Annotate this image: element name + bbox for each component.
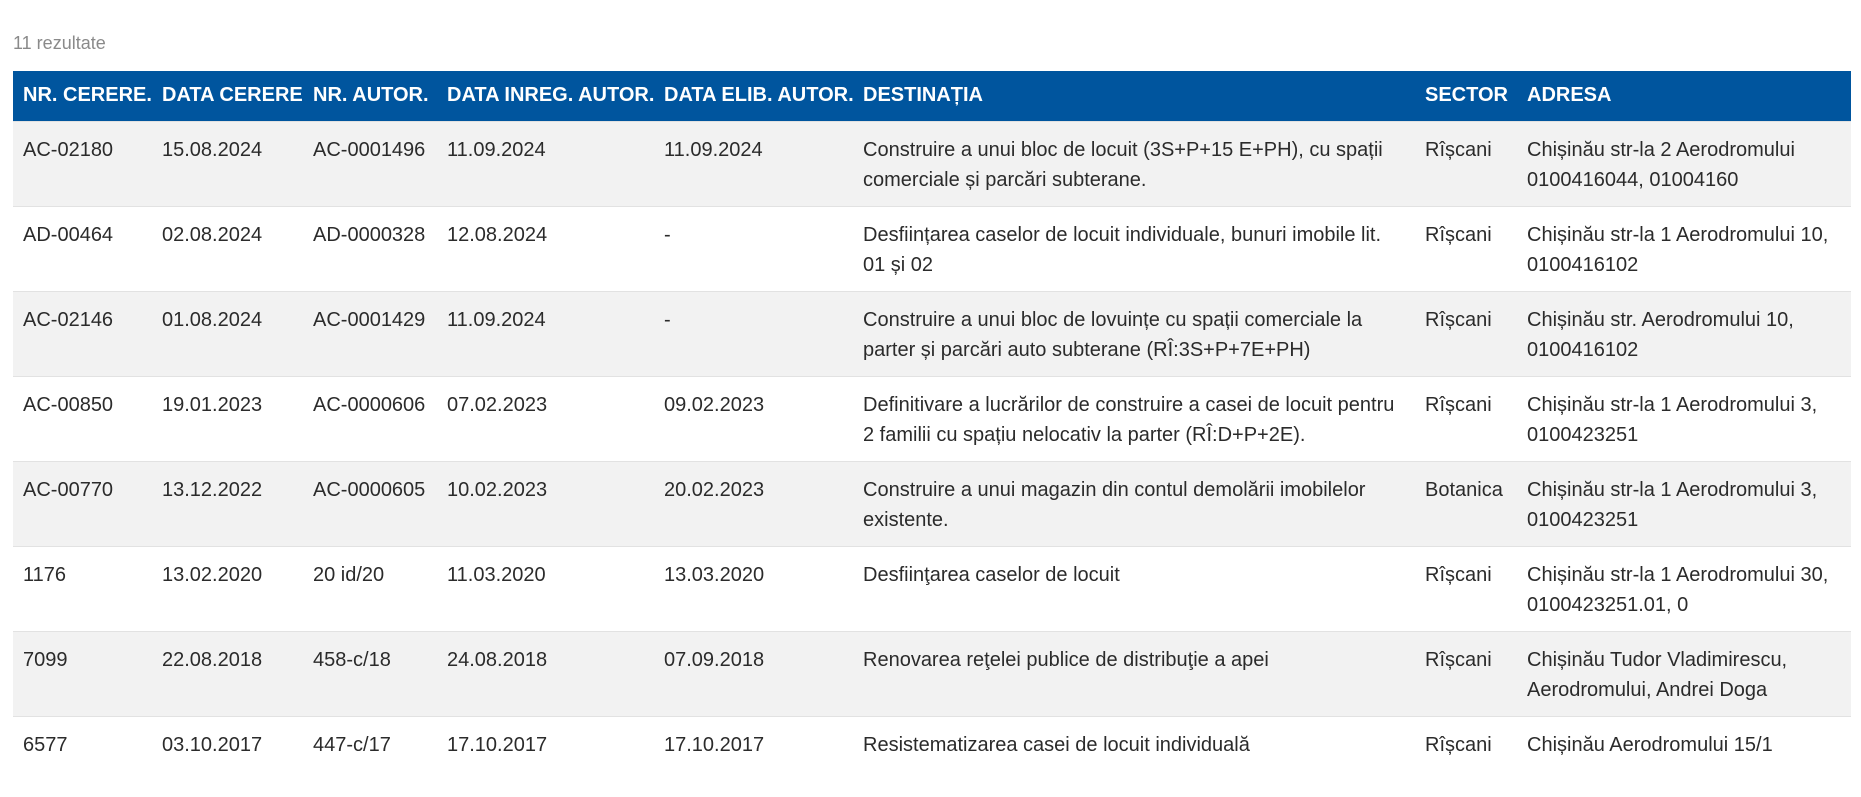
cell-sector: Rîșcani: [1415, 291, 1517, 376]
cell-nr-autor: AC-0000605: [303, 461, 437, 546]
cell-nr-autor: 20 id/20: [303, 546, 437, 631]
cell-adresa: Chișinău str. Aerodromului 10, 0100416102: [1517, 291, 1851, 376]
header-data-elib-autor[interactable]: DATA ELIB. AUTOR.: [664, 84, 854, 107]
cell-data-inreg-autor: 07.02.2023: [437, 376, 654, 461]
cell-data-inreg-autor: 11.09.2024: [437, 291, 654, 376]
cell-sector: Rîșcani: [1415, 121, 1517, 206]
results-count: 11 rezultate: [13, 33, 106, 53]
cell-destinatia: Definitivare a lucrărilor de construire a casei de locuit pentru 2 familii cu spațiu nelocativ la parter (RÎ:D+P+2E).: [853, 376, 1415, 461]
cell-nr-cerere: AC-00850: [13, 376, 152, 461]
cell-sector: Rîșcani: [1415, 631, 1517, 716]
cell-data-elib-autor: 07.09.2018: [654, 631, 853, 716]
header-destinatia[interactable]: DESTINAȚIA: [863, 84, 983, 107]
cell-data-cerere: 13.02.2020: [152, 546, 303, 631]
cell-destinatia: Desființarea caselor de locuit individuale, bunuri imobile lit. 01 și 02: [853, 206, 1415, 291]
cell-data-elib-autor: 09.02.2023: [654, 376, 853, 461]
cell-nr-cerere: AC-02180: [13, 121, 152, 206]
table-row[interactable]: [13, 206, 1851, 291]
cell-adresa: Chișinău Tudor Vladimirescu, Aerodromului, Andrei Doga: [1517, 631, 1851, 716]
cell-data-cerere: 03.10.2017: [152, 716, 303, 797]
cell-data-cerere: 01.08.2024: [152, 291, 303, 376]
cell-adresa: Chișinău str-la 1 Aerodromului 3, 0100423251: [1517, 461, 1851, 546]
cell-data-cerere: 22.08.2018: [152, 631, 303, 716]
cell-nr-cerere: AC-00770: [13, 461, 152, 546]
table-header-row: [13, 71, 1851, 121]
cell-nr-cerere: 1176: [13, 546, 152, 631]
cell-nr-autor: 447-c/17: [303, 716, 437, 797]
cell-sector: Botanica: [1415, 461, 1517, 546]
cell-destinatia: Construire a unui bloc de lovuințe cu spații comerciale la parter și parcări auto subterane (RÎ:3S+P+7E+PH): [853, 291, 1415, 376]
cell-data-cerere: 19.01.2023: [152, 376, 303, 461]
cell-nr-autor: AC-0001496: [303, 121, 437, 206]
cell-sector: Rîșcani: [1415, 376, 1517, 461]
table-row[interactable]: [13, 546, 1851, 631]
cell-adresa: Chișinău str-la 1 Aerodromului 3, 0100423251: [1517, 376, 1851, 461]
cell-data-inreg-autor: 12.08.2024: [437, 206, 654, 291]
table-row[interactable]: [13, 631, 1851, 716]
header-data-cerere[interactable]: DATA CERERE: [162, 84, 303, 107]
cell-destinatia: Renovarea reţelei publice de distribuţie a apei: [853, 631, 1415, 716]
cell-data-elib-autor: 17.10.2017: [654, 716, 853, 797]
table-header: [13, 71, 1851, 121]
table-row[interactable]: [13, 376, 1851, 461]
header-nr-cerere[interactable]: NR. CERERE.: [23, 84, 152, 107]
cell-data-cerere: 13.12.2022: [152, 461, 303, 546]
table-row[interactable]: [13, 716, 1851, 797]
table-row[interactable]: [13, 461, 1851, 546]
cell-data-elib-autor: 20.02.2023: [654, 461, 853, 546]
cell-adresa: Chișinău str-la 1 Aerodromului 30, 0100423251.01, 0: [1517, 546, 1851, 631]
cell-data-elib-autor: -: [654, 291, 853, 376]
cell-data-cerere: 15.08.2024: [152, 121, 303, 206]
header-adresa[interactable]: ADRESA: [1527, 84, 1612, 107]
permits-table: [13, 71, 1851, 797]
cell-data-inreg-autor: 24.08.2018: [437, 631, 654, 716]
cell-sector: Rîșcani: [1415, 716, 1517, 797]
header-nr-autor[interactable]: NR. AUTOR.: [313, 84, 429, 107]
header-sector[interactable]: SECTOR: [1425, 84, 1508, 107]
cell-data-elib-autor: -: [654, 206, 853, 291]
cell-nr-autor: AC-0000606: [303, 376, 437, 461]
cell-adresa: Chișinău str-la 1 Aerodromului 10, 0100416102: [1517, 206, 1851, 291]
cell-destinatia: Desfiinţarea caselor de locuit: [853, 546, 1415, 631]
table-body: [13, 121, 1851, 797]
cell-destinatia: Construire a unui magazin din contul demolării imobilelor existente.: [853, 461, 1415, 546]
cell-data-inreg-autor: 11.09.2024: [437, 121, 654, 206]
cell-sector: Rîșcani: [1415, 206, 1517, 291]
cell-nr-cerere: 6577: [13, 716, 152, 797]
cell-nr-cerere: 7099: [13, 631, 152, 716]
cell-nr-cerere: AD-00464: [13, 206, 152, 291]
cell-nr-autor: 458-c/18: [303, 631, 437, 716]
cell-destinatia: Resistematizarea casei de locuit individuală: [853, 716, 1415, 797]
header-data-inreg-autor[interactable]: DATA INREG. AUTOR.: [447, 84, 655, 107]
cell-nr-cerere: AC-02146: [13, 291, 152, 376]
cell-adresa: Chișinău str-la 2 Aerodromului 0100416044, 01004160: [1517, 121, 1851, 206]
table-row[interactable]: [13, 291, 1851, 376]
table-row[interactable]: [13, 121, 1851, 206]
cell-data-inreg-autor: 17.10.2017: [437, 716, 654, 797]
cell-sector: Rîșcani: [1415, 546, 1517, 631]
cell-data-cerere: 02.08.2024: [152, 206, 303, 291]
cell-data-elib-autor: 11.09.2024: [654, 121, 853, 206]
cell-nr-autor: AC-0001429: [303, 291, 437, 376]
cell-nr-autor: AD-0000328: [303, 206, 437, 291]
cell-data-inreg-autor: 10.02.2023: [437, 461, 654, 546]
cell-data-inreg-autor: 11.03.2020: [437, 546, 654, 631]
cell-adresa: Chișinău Aerodromului 15/1: [1517, 716, 1851, 797]
cell-destinatia: Construire a unui bloc de locuit (3S+P+15 E+PH), cu spații comerciale și parcări subterane.: [853, 121, 1415, 206]
cell-data-elib-autor: 13.03.2020: [654, 546, 853, 631]
